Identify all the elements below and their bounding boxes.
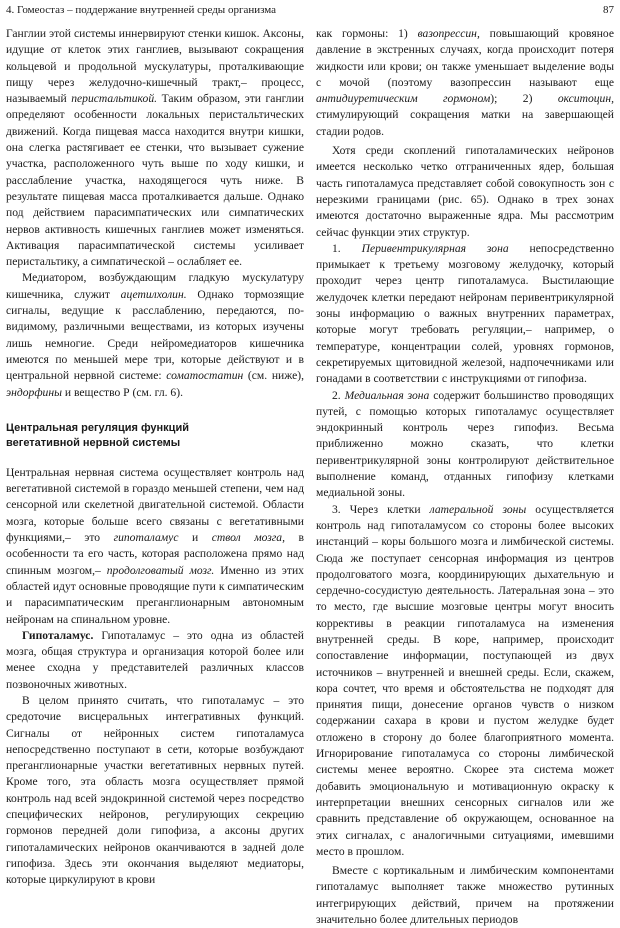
left-column bbox=[6, 26, 304, 928]
term-antidiuretic-hormone: антидиуретическим гормоном bbox=[316, 92, 491, 106]
paragraph bbox=[316, 26, 614, 140]
term-peristalsis: перистальтикой. bbox=[71, 92, 158, 106]
paragraph: В целом принято считать, что гипоталамус – это средоточие висцеральных интегративных функций. Сигналы от нейронных систем гипоталамуса непосредственно поступают в сети, которые возбуждают преганглионарные участки вегетативных нервных путей. Кроме того, эта область мозга осуществляет прямой контроль над всей эндокринной системой через посредство специфических нейронов, регулирующих секрецию гормонов передней доли гипофиза, а аксоны других гипоталамических нейронов оканчиваются в задней доле гипофиза. Здесь эти окончания выделяют медиаторы, которые циркулируют в крови bbox=[6, 693, 304, 887]
term-vasopressin: вазопрессин, bbox=[417, 27, 480, 40]
text-run: 1. bbox=[332, 241, 362, 255]
term-lateral-zone: латеральной зоны bbox=[429, 502, 527, 516]
paragraph bbox=[316, 241, 614, 388]
term-somatostatin: соматостатин bbox=[166, 369, 244, 383]
paragraph bbox=[316, 502, 614, 861]
text-run: 3. Через клетки bbox=[332, 502, 430, 516]
term-hypothalamus: гипоталамус bbox=[113, 531, 179, 545]
text-run: Медиатором, возбуждающим гладкую мускулатуру кишечника, служит bbox=[6, 271, 304, 301]
text-run: содержит большинство проводящих путей, с помощью которых гипоталамус осуществляет эндокринный контроль через гипофиз. Весьма приближенно можно сказать, что клетки перивентрикулярной зоны контролируют действительное выполнение команд, отданных гипофизу клетками медиальной зоны. bbox=[316, 388, 614, 500]
term-periventricular-zone: Перивентрикулярная зона bbox=[361, 241, 509, 255]
paragraph bbox=[6, 270, 304, 400]
paragraph: Хотя среди скоплений гипоталамических нейронов имеется несколько четко отграниченных ядер, большая часть гипоталамуса представляет собой совокупность зон с нерезкими границами (рис. 65). Однако в трех зонах имеются достаточно выраженные ядра. Мы рассмотрим сейчас функции этих структур. bbox=[316, 144, 614, 239]
paragraph: Вместе с кортикальным и лимбическим компонентами гипоталамус выполняет также множество рутинных интегрирующих действий, причем на протяжении значительно более длительных периодов bbox=[316, 864, 614, 927]
text-run: Однако тормозящие сигналы, ведущие к расслаблению, передаются, по-видимому, различными веществами, из которых изучены лишь немногие. Среди нейромедиаторов кишечника имеются по меньшей мере три, которые действуют и в центральной нервной системе: bbox=[6, 287, 304, 383]
run-in-heading: Гипоталамус. bbox=[22, 628, 94, 642]
term-brainstem: ствол мозга, bbox=[211, 531, 285, 545]
heading-line: вегетативной нервной системы bbox=[6, 436, 181, 449]
heading-line: Центральная регуляция функций bbox=[6, 421, 189, 434]
term-medial-zone: Медиальная зона bbox=[344, 388, 430, 402]
term-endorphins: эндорфины bbox=[6, 385, 62, 399]
text-run: Ганглии этой системы иннервируют стенки кишок. Аксоны, идущие от клеток этих ганглиев, вызывают сокращения кольцевой и продольной мускулатуры, проталкивающие пищу через желудочно-кишечный тракт,– процесс, называемый bbox=[6, 27, 304, 106]
text-run: Таким образом, эти ганглии определяют особенности локальных перистальтических движений. Когда пищевая масса находится внутри кишки, она слегка растягивает ее стенки, что вызывает сужение участка, расположенного чуть выше по ходу кишки, и расслабление участка, находящегося чуть ниже. В результате пищевая масса проталкивается дальше. Однако под действием парасимпатических или симпатических нервов активность кишечных ганглиев может изменяться. Активация парасимпатической системы усиливает перистальтику, а симпатической – ослабляет ее. bbox=[6, 92, 305, 269]
text-run: (см. ниже), bbox=[243, 369, 304, 383]
term-oxytocin: окситоцин, bbox=[557, 92, 614, 106]
paragraph bbox=[6, 465, 304, 628]
text-columns bbox=[6, 26, 614, 928]
text-run: стимулирующий сокращения матки на завершающей стадии родов. bbox=[316, 108, 614, 138]
text-run: как гормоны: 1) bbox=[316, 27, 418, 40]
running-title: 4. Гомеостаз – поддержание внутренней среды организма bbox=[6, 4, 277, 16]
text-run: в особенности та его часть, которая расположена прямо над спинным мозгом,– bbox=[6, 531, 304, 577]
text-run: Гипоталамус – это одна из областей мозга, общая структура и организация которой более или менее сходна у представителей различных классов позвоночных животных. bbox=[6, 628, 304, 691]
paragraph bbox=[6, 26, 304, 270]
text-run: Именно из этих областей идут основные проводящие пути к симпатическим и парасимпатическим преганглионарным автономным нейронам на спинальном уровне. bbox=[6, 563, 304, 626]
section-heading bbox=[6, 421, 304, 451]
right-column bbox=[316, 26, 614, 928]
page-header bbox=[6, 4, 614, 20]
text-run: и вещество Р (см. гл. 6). bbox=[61, 385, 183, 399]
text-run: 2. bbox=[332, 388, 345, 402]
text-run: осуществляется контроль над гипоталамусом со стороны более высоких инстанций – коры большого мозга и лимбической системы. Сюда же поступает сенсорная информация из центров продолговатого мозга, координирующих дыхательную и сердечно-сосудистую деятельность. Латеральная зона – это то место, где высшие мозговые центры могут вносить коррективы в реакции гипоталамуса на изменения внутренней среды. В коре, например, происходит сопоставление информации, поступающей из двух источников – внутренней и внешней среды. Если, скажем, кора сочтет, что время и обстоятельства не подходят для принятия пищи, донесение органов чувств о низком содержании сахара в крови и пустом желудке будет отложено в сторону до более благоприятного момента. Игнорирование гипоталамуса со стороны лимбической системы менее вероятно. Скорее эта система может добавить эмоциональную и мотивационную окраску к интерпретации внешних сенсорных сигналов или же сравнить представление об окружающем, основанное на этих сигналах, с аналогичными ситуациями, имевшими место в прошлом. bbox=[316, 502, 614, 858]
text-run: Центральная нервная система осуществляет контроль над вегетативной системой в гораздо меньшей степени, чем над сенсорной или скелетной двигательной системой. Области мозга, которые больше всего связаны с вегетативными функциями,– это bbox=[6, 465, 304, 545]
text-run: и bbox=[178, 531, 212, 545]
page-number: 87 bbox=[603, 4, 614, 16]
text-run: непосредственно примыкает к третьему мозговому желудочку, который проходит через центр гипоталамуса. Выстилающие желудочек клетки передают нейронам перивентрикулярной зоны информацию о важных внутренних параметрах, которые могут требовать регуляции,– например, о температуре, концентрации солей, уровнях гормонов, секретируемых щитовидной железой, надпочечниками или гонадами в соответствии с инструкциями от гипофиза. bbox=[316, 241, 614, 386]
term-medulla: продолговатый мозг. bbox=[106, 563, 215, 577]
paragraph bbox=[6, 628, 304, 693]
text-run: повышающий кровяное давление в экстренных случаях, когда происходит потеря жидкости или крови; он также уменьшает выделение воды с мочой (поэтому вазопрессин называют еще bbox=[316, 27, 614, 89]
term-acetylcholine: ацетилхолин. bbox=[120, 287, 187, 301]
text-run: ); 2) bbox=[490, 92, 558, 106]
paragraph bbox=[316, 388, 614, 502]
